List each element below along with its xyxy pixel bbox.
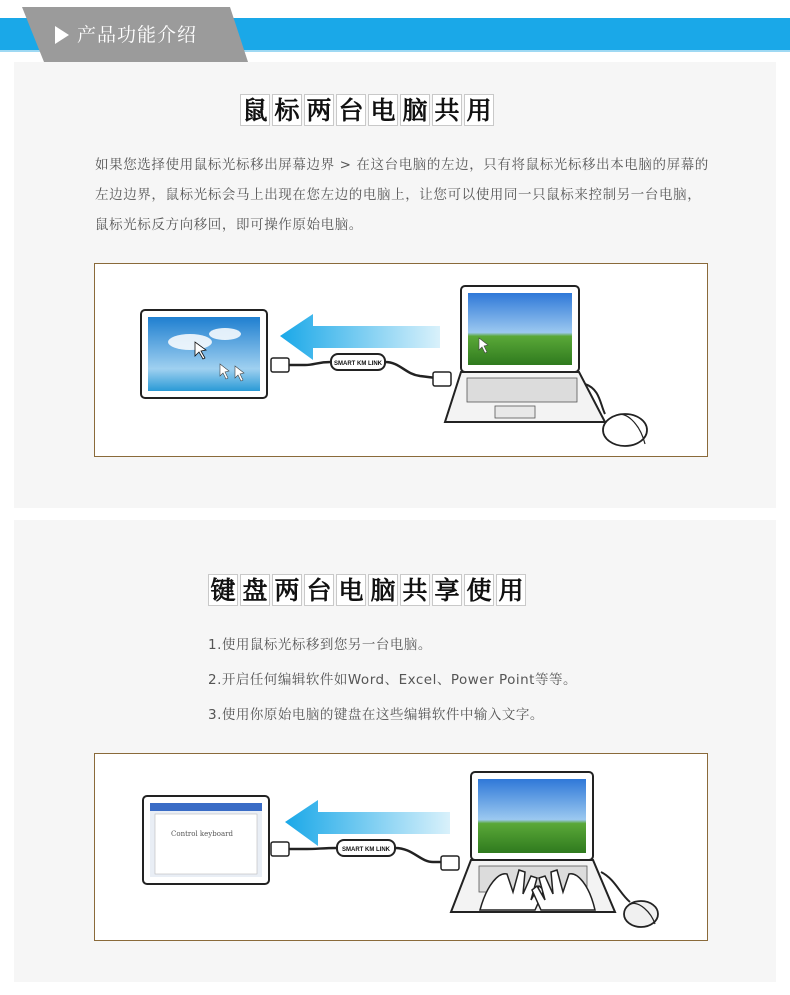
title-char: 脑 [368, 574, 398, 606]
list-item: 2.开启任何编辑软件如Word、Excel、Power Point等等。 [208, 672, 577, 688]
title-char: 使 [464, 574, 494, 606]
mouse-sharing-illustration [94, 263, 708, 457]
monitor-icon [141, 310, 267, 398]
title-char: 两 [304, 94, 334, 126]
keyboard-sharing-illustration [94, 753, 708, 941]
mouse-sharing-title [240, 94, 494, 126]
title-char: 共 [400, 574, 430, 606]
title-char: 键 [208, 574, 238, 606]
title-char: 台 [304, 574, 334, 606]
title-char: 台 [336, 94, 366, 126]
keyboard-steps-list [208, 631, 577, 736]
title-char: 电 [336, 574, 366, 606]
title-char: 盘 [240, 574, 270, 606]
section-tab-label: 产品功能介绍 [77, 24, 198, 46]
title-char: 标 [272, 94, 302, 126]
title-char: 用 [496, 574, 526, 606]
km-link-adapter [337, 840, 459, 870]
mouse-sharing-description: 如果您选择使用鼠标光标移出屏幕边界 > 在这台电脑的左边，只有将鼠标光标移出本电脑的屏幕的左边边界，鼠标光标会马上出现在您左边的电脑上，让您可以使用同一只鼠标来控制另一台电脑，鼠标光标反方向移回，即可操作原始电脑。 [95, 157, 709, 233]
km-link-adapter [331, 354, 451, 386]
list-item: 1.使用鼠标光标移到您另一台电脑。 [208, 637, 432, 653]
title-char: 两 [272, 574, 302, 606]
title-char: 用 [464, 94, 494, 126]
list-item: 3.使用你原始电脑的键盘在这些编辑软件中输入文字。 [208, 707, 544, 723]
title-char: 共 [432, 94, 462, 126]
title-char: 脑 [400, 94, 430, 126]
play-arrow-icon [55, 26, 69, 44]
keyboard-sharing-title [208, 574, 526, 606]
title-char: 鼠 [240, 94, 270, 126]
title-char: 电 [368, 94, 398, 126]
title-char: 享 [432, 574, 462, 606]
cable-label: SMART KM LINK [342, 847, 390, 853]
usb-plug-icon [271, 842, 337, 856]
cable-label: SMART KM LINK [334, 361, 382, 367]
usb-plug-icon [271, 358, 331, 372]
monitor-icon [143, 796, 269, 884]
screen-text: Control keyboard [171, 830, 233, 838]
laptop-icon [445, 286, 605, 422]
